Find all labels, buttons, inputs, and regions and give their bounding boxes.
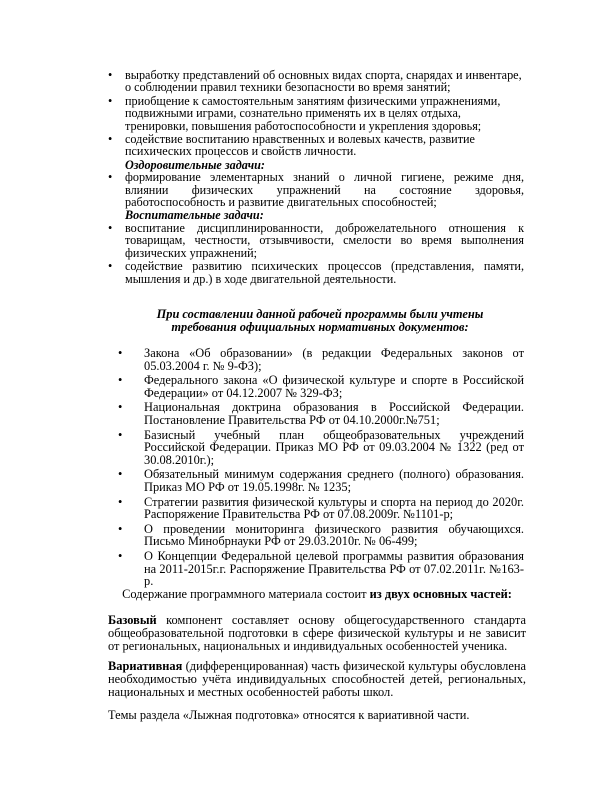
document-item-text: О проведении мониторинга физического развития обучающихся. Письмо Минобрнауки РФ от 29.03.2010г. № 06-499; <box>144 521 524 549</box>
bullet-icon: • <box>108 170 113 185</box>
list-item-text: приобщение к самостоятельным занятиям физическими упражнениями, подвижными играми, сознательно применять их в целях отдыха, тренировки, повышения работоспособности и укрепления здоровья; <box>125 93 501 133</box>
bullet-icon: • <box>118 521 123 536</box>
list-item-text: содействие воспитанию нравственных и волевых качеств, развитие психических процессов и свойств личности. <box>125 132 475 159</box>
bullet-icon: • <box>118 548 123 563</box>
base-term: Базовый <box>108 613 157 627</box>
content-intro-bold: из двух основных частей: <box>369 587 512 601</box>
documents-list <box>116 347 524 590</box>
bullet-icon: • <box>118 346 123 360</box>
educational-tasks-heading: Воспитательные задачи: <box>125 208 264 223</box>
base-component-paragraph <box>108 614 526 652</box>
bullet-icon: • <box>108 93 113 108</box>
document-item-text: Закона «Об образовании» (в редакции Федеральных законов от 05.03.2004 г. № 9-ФЗ); <box>144 346 524 373</box>
list-item <box>108 222 524 259</box>
bullet-icon: • <box>118 427 123 442</box>
document-item <box>116 401 524 426</box>
list-item <box>108 133 524 158</box>
document-item <box>116 429 524 467</box>
list-item <box>108 69 524 94</box>
documents-heading: При составлении данной рабочей программы были учтены требования официальных нормативных документов: <box>156 307 484 334</box>
content-intro-text: Содержание программного материала состоит <box>122 587 370 601</box>
list-item-text: формирование элементарных знаний о личной гигиене, режиме дня, влиянии физических упражнений на состояние здоровья, работоспособность и развитие двигательных способностей; <box>125 170 524 210</box>
list-item-text: выработку представлений об основных видах спорта, снарядах и инвентаре, о соблюдении правил техники безопасности во время занятий; <box>125 68 522 95</box>
variative-text: (дифференцированная) часть физической культуры обусловлена необходимостью учёта индивидуальных способностей детей, региональных, национальных и местных особенностей работы школ. <box>108 659 526 699</box>
document-item <box>116 468 524 493</box>
tasks-list <box>108 69 524 286</box>
bullet-icon: • <box>118 400 123 415</box>
bullet-icon: • <box>108 132 113 147</box>
list-item <box>108 171 524 208</box>
bullet-icon: • <box>108 259 113 274</box>
document-item-text: Стратегии развития физической культуры и спорта на период до 2020г. Распоряжение Правительства РФ от 07.08.2009г. №1101-р; <box>144 494 524 522</box>
document-item <box>116 496 524 521</box>
ski-section-paragraph: Темы раздела «Лыжная подготовка» относятся к вариативной части. <box>108 708 470 722</box>
list-item-text: содействие развитию психических процессов (представления, памяти, мышления и др.) в ходе двигательной деятельности. <box>125 259 524 286</box>
bullet-icon: • <box>108 68 113 82</box>
document-item <box>116 523 524 548</box>
document-item <box>116 374 524 399</box>
bullet-icon: • <box>108 220 113 235</box>
bullet-icon: • <box>118 373 123 388</box>
document-item-text: Базисный учебный план общеобразовательных учреждений Российской Федерации. Приказ МО РФ от 09.03.2004 № 1322 (ред от 30.08.2010г.); <box>144 427 524 467</box>
document-item-text: Федерального закона «О физической культуре и спорте в Российской Федерации» от 04.12.2007 № 329-ФЗ; <box>144 373 524 400</box>
document-item <box>116 347 524 372</box>
document-item-text: Обязательный минимум содержания среднего (полного) образования. Приказ МО РФ от 19.05.1998г. № 1235; <box>144 467 524 494</box>
document-item-text: О Концепции Федеральной целевой программы развития образования на 2011-2015г.г. Распоряжение Правительства РФ от 07.02.2011г. №163-р. <box>144 548 524 589</box>
list-item-text: воспитание дисциплинированности, доброжелательного отношения к товарищам, честности, отзывчивости, смелости во время выполнения физических упражнений; <box>125 220 524 260</box>
variative-term: Вариативная <box>108 659 183 673</box>
document-item-text: Национальная доктрина образования в Российской Федерации. Постановление Правительства РФ от 04.10.2000г.№751; <box>144 400 524 427</box>
list-item <box>108 95 524 132</box>
document-item <box>116 550 524 588</box>
base-text: компонент составляет основу общегосударственного стандарта общеобразовательной подготовки в сфере физической культуры и не зависит от региональных, национальных и индивидуальных особенностей ученика. <box>108 613 526 653</box>
bullet-icon: • <box>118 494 123 509</box>
health-tasks-heading: Оздоровительные задачи: <box>125 157 265 172</box>
bullet-icon: • <box>118 467 123 482</box>
content-intro <box>108 588 526 601</box>
list-item <box>108 260 524 285</box>
variative-part-paragraph <box>108 660 526 698</box>
